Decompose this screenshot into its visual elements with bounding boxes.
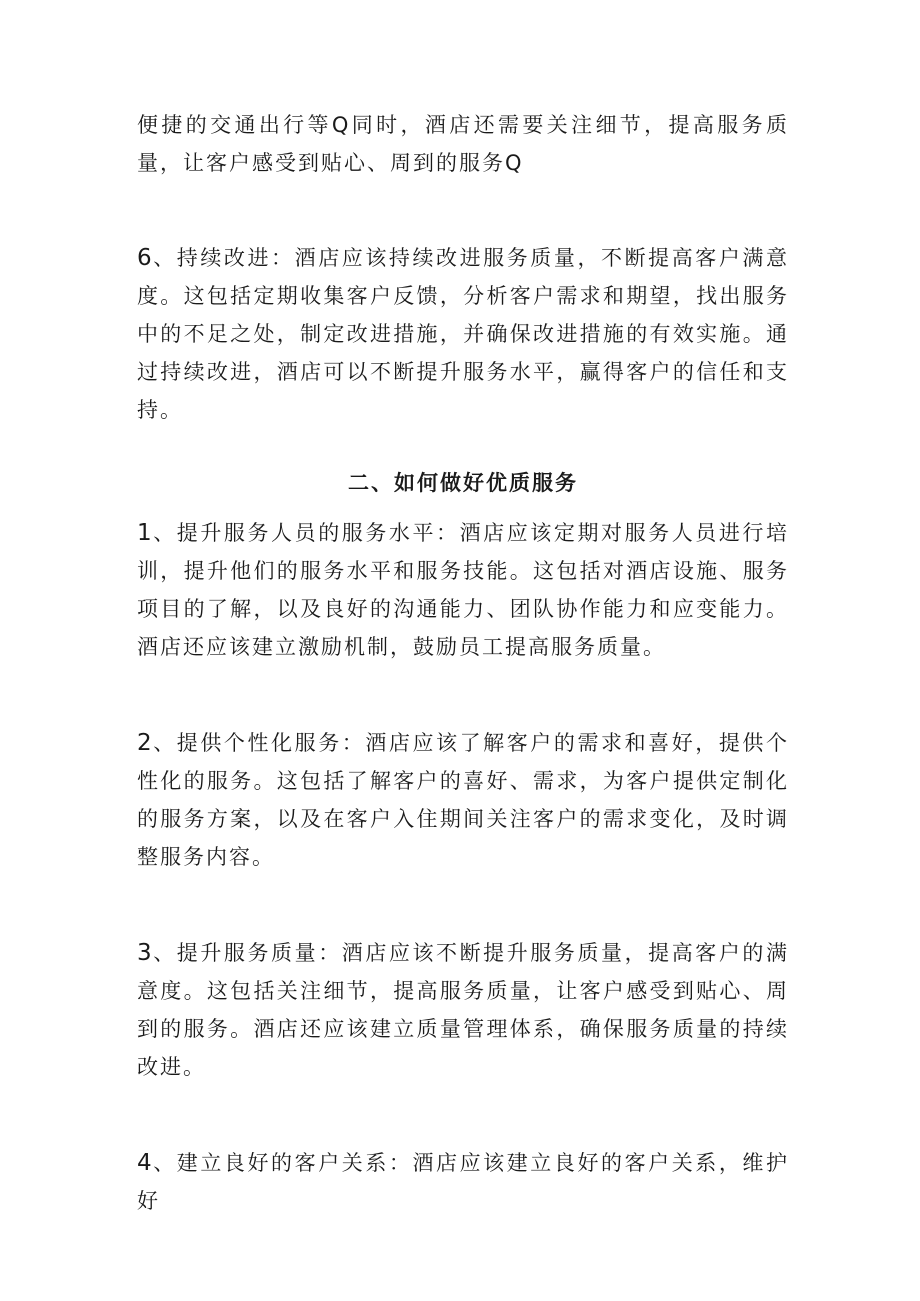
paragraph-number: 3 <box>137 940 153 966</box>
paragraph-text: 、建立良好的客户关系：酒店应该建立良好的客户关系，维护好 <box>137 1151 789 1213</box>
paragraph-3-service-quality <box>137 934 789 1086</box>
paragraph-number: 4 <box>137 1150 153 1176</box>
paragraph-6-continuous-improvement <box>137 239 789 429</box>
paragraph-text: 便捷的交通出行等Q同时，酒店还需要关注细节，提高服务质量，让客户感受到贴心、周到的服务Q <box>137 113 789 175</box>
paragraph-text: 、提升服务人员的服务水平：酒店应该定期对服务人员进行培训，提升他们的服务水平和服务技能。这包括对酒店设施、服务项目的了解，以及良好的沟通能力、团队协作能力和应变能力。酒店还应该建立激励机制，鼓励员工提高服务质量。 <box>137 521 789 659</box>
paragraph-text: 、持续改进：酒店应该持续改进服务质量，不断提高客户满意度。这包括定期收集客户反馈，分析客户需求和期望，找出服务中的不足之处，制定改进措施，并确保改进措施的有效实施。通过持续改进，酒店可以不断提升服务水平，赢得客户的信任和支持。 <box>137 246 789 422</box>
paragraph-4-customer-relations <box>137 1144 789 1220</box>
paragraph-number: 6 <box>137 245 153 271</box>
paragraph-continued <box>137 106 789 182</box>
paragraph-1-staff-training <box>137 514 789 666</box>
paragraph-number: 1 <box>137 520 153 546</box>
paragraph-text: 、提升服务质量：酒店应该不断提升服务质量，提高客户的满意度。这包括关注细节，提高服务质量，让客户感受到贴心、周到的服务。酒店还应该建立质量管理体系，确保服务质量的持续改进。 <box>137 941 789 1079</box>
paragraph-2-personalized-service <box>137 724 789 876</box>
paragraph-number: 2 <box>137 730 153 756</box>
section-heading: 二、如何做好优质服务 <box>348 471 578 495</box>
paragraph-text: 、提供个性化服务：酒店应该了解客户的需求和喜好，提供个性化的服务。这包括了解客户的喜好、需求，为客户提供定制化的服务方案，以及在客户入住期间关注客户的需求变化，及时调整服务内容。 <box>137 731 789 869</box>
